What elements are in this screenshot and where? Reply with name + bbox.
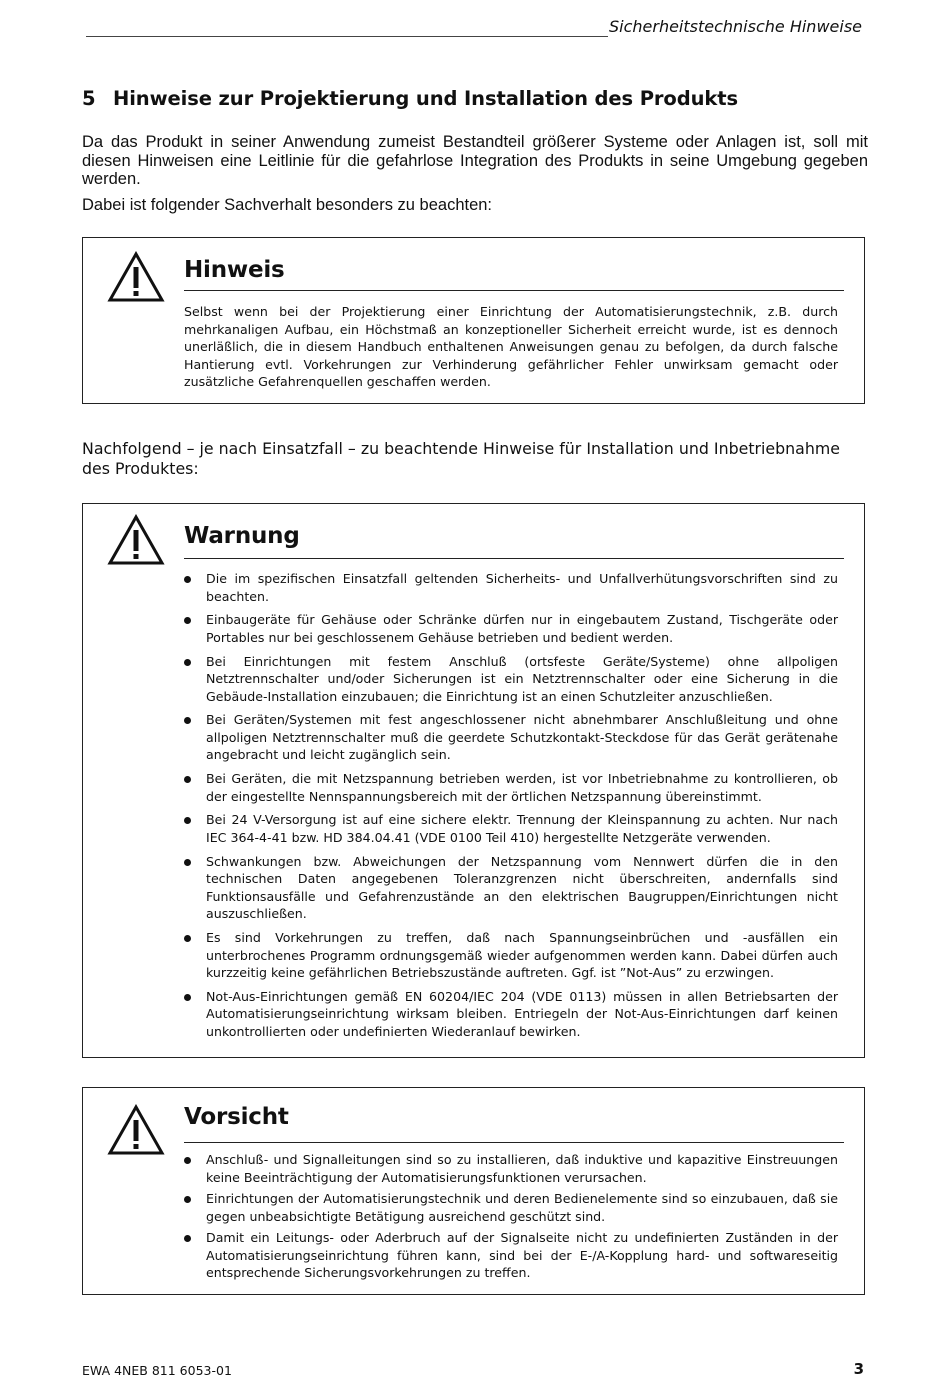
warnung-title: Warnung (184, 523, 300, 549)
running-header-title: Sicherheitstechnische Hinweise (608, 17, 862, 36)
list-item-text: Bei 24 V-Versorgung ist auf eine sichere elektr. Trennung der Kleinspannung zu achten. Nur nach IEC 364-4-41 bzw. HD 384.04.41 (VDE 0100 Teil 410) hergestellte Netzgeräte verwenden. (206, 812, 838, 845)
bullet-icon (184, 576, 191, 583)
bullet-icon (184, 717, 191, 724)
list-item-text: Bei Geräten, die mit Netzspannung betrieben werden, ist vor Inbetriebnahme zu kontrollieren, ob der eingestellte Nennspannungsbereich mit der örtlichen Netzspannung übereinstimmt. (206, 771, 838, 804)
title-rule (184, 1142, 844, 1143)
bullet-icon (184, 617, 191, 624)
list-item (184, 653, 838, 706)
list-item (184, 611, 838, 646)
hinweis-title: Hinweis (184, 257, 285, 283)
intro-paragraph: Da das Produkt in seiner Anwendung zumeist Bestandteil größerer Systeme oder Anlagen ist, soll mit diesen Hinweisen eine Leitlinie für die gefahrlose Integration des Produkts in seine Umgebung gegeben werden. (82, 133, 868, 188)
footer-document-id: EWA 4NEB 811 6053-01 (82, 1363, 232, 1378)
list-item (184, 929, 838, 982)
hinweis-text: Selbst wenn bei der Projektierung einer Einrichtung der Automatisierungstechnik, z.B. durch mehrkanaligen Aufbau, ein Höchstmaß an konzeptioneller Sicherheit erreicht wurde, ist es dennoch unerläßlich, die in diesem Handbuch enthaltenen Anweisungen genau zu befolgen, da durch falsche Hantierung evtl. Vorkehrungen zur Verhinderung gefährlicher Fehler unwirksam gemacht oder zusätzliche Gefahrenquellen geschaffen werden. (184, 304, 838, 389)
section-title: Hinweise zur Projektierung und Installation des Produkts (113, 87, 738, 110)
list-item (184, 853, 838, 923)
list-item-text: Es sind Vorkehrungen zu treffen, daß nach Spannungseinbrüchen und -ausfällen ein unterbrochenes Programm ordnungsgemäß wieder aufgenommen werden kann. Dabei dürfen auch kurzzeitig keine gefährlichen Betriebszustände auftreten. Ggf. ist ”Not-Aus” zu erzwingen. (206, 930, 838, 981)
list-item-text: Damit ein Leitungs- oder Aderbruch auf der Signalseite nicht zu undefinierten Zuständen in der Automatisierungseinrichtung führen kann, sind bei der E-/A-Kopplung hard- und softwareseitig entsprechende Sicherungsvorkehrungen zu treffen. (206, 1230, 838, 1281)
warning-triangle-icon (107, 514, 165, 566)
warnung-list (184, 570, 838, 1047)
list-item-text: Einbaugeräte für Gehäuse oder Schränke dürfen nur in eingebautem Zustand, Tischgeräte oder Portables nur bei geschlossenem Gehäuse betrieben und bedient werden. (206, 612, 838, 645)
bullet-icon (184, 935, 191, 942)
list-item-text: Not-Aus-Einrichtungen gemäß EN 60204/IEC 204 (VDE 0113) müssen in allen Betriebsarten der Automatisierungseinrichtung wirksam bleiben. Entriegeln der Not-Aus-Einrichtungen darf keinen unkontrollierten oder undefinierten Wiederanlauf bewirken. (206, 988, 838, 1039)
vorsicht-title: Vorsicht (184, 1104, 289, 1130)
list-item (184, 988, 838, 1041)
vorsicht-list (184, 1151, 838, 1286)
header-rule (86, 36, 608, 37)
hinweis-box (82, 237, 865, 404)
bullet-icon (184, 994, 191, 1001)
list-item-text: Die im spezifischen Einsatzfall geltenden Sicherheits- und Unfallverhütungsvorschriften sind zu beachten. (206, 571, 838, 604)
list-item-text: Bei Einrichtungen mit festem Anschluß (ortsfeste Geräte/Systeme) ohne allpoligen Netztrennschalter und/oder Sicherungen ist ein Netztrennschalter oder eine Sicherung in die Gebäude-Installation einzubauen; die Einrichtung ist an einen Schutzleiter anzuschließen. (206, 653, 838, 704)
list-item (184, 570, 838, 605)
warnung-box (82, 503, 865, 1058)
bullet-icon (184, 659, 191, 666)
list-item-text: Anschluß- und Signalleitungen sind so zu installieren, daß induktive und kapazitive Einstreuungen keine Beeinträchtigung der Automatisierungsfunktionen verursachen. (206, 1152, 838, 1185)
list-item (184, 711, 838, 764)
vorsicht-box (82, 1087, 865, 1295)
list-item-text: Einrichtungen der Automatisierungstechnik und deren Bedienelemente sind so einzubauen, daß sie gegen unbeabsichtigte Betätigung ausreichend geschützt sind. (206, 1191, 838, 1224)
section-heading (82, 87, 738, 110)
bullet-icon (184, 817, 191, 824)
intro-paragraph-2: Dabei ist folgender Sachverhalt besonders zu beachten: (82, 196, 493, 214)
bullet-icon (184, 1235, 191, 1242)
title-rule (184, 558, 844, 559)
list-item (184, 1229, 838, 1282)
warning-triangle-icon (107, 1104, 165, 1156)
bullet-icon (184, 1196, 191, 1203)
title-rule (184, 290, 844, 291)
warning-triangle-icon (107, 251, 165, 303)
footer-page-number: 3 (853, 1360, 864, 1378)
section-number: 5 (82, 87, 96, 110)
list-item (184, 1190, 838, 1225)
bullet-icon (184, 1157, 191, 1164)
nachfolgend-paragraph: Nachfolgend – je nach Einsatzfall – zu beachtende Hinweise für Installation und Inbetriebnahme des Produktes: (82, 439, 840, 478)
bullet-icon (184, 859, 191, 866)
list-item (184, 1151, 838, 1186)
list-item-text: Schwankungen bzw. Abweichungen der Netzspannung vom Nennwert dürfen die in den technischen Daten angegebenen Toleranzgrenzen nicht überschreiten, andernfalls sind Funktionsausfälle und Gefahrenzustände an den elektrischen Baugruppen/Einrichtungen nicht auszuschließen. (206, 853, 838, 922)
bullet-icon (184, 776, 191, 783)
list-item-text: Bei Geräten/Systemen mit fest angeschlossener nicht abnehmbarer Anschlußleitung und ohne allpoligen Netztrennschalter muß die geerdete Schutzkontakt-Steckdose für das Gerät gerätenahe angebracht und leicht zugänglich sein. (206, 712, 838, 763)
list-item (184, 770, 838, 805)
list-item (184, 811, 838, 846)
